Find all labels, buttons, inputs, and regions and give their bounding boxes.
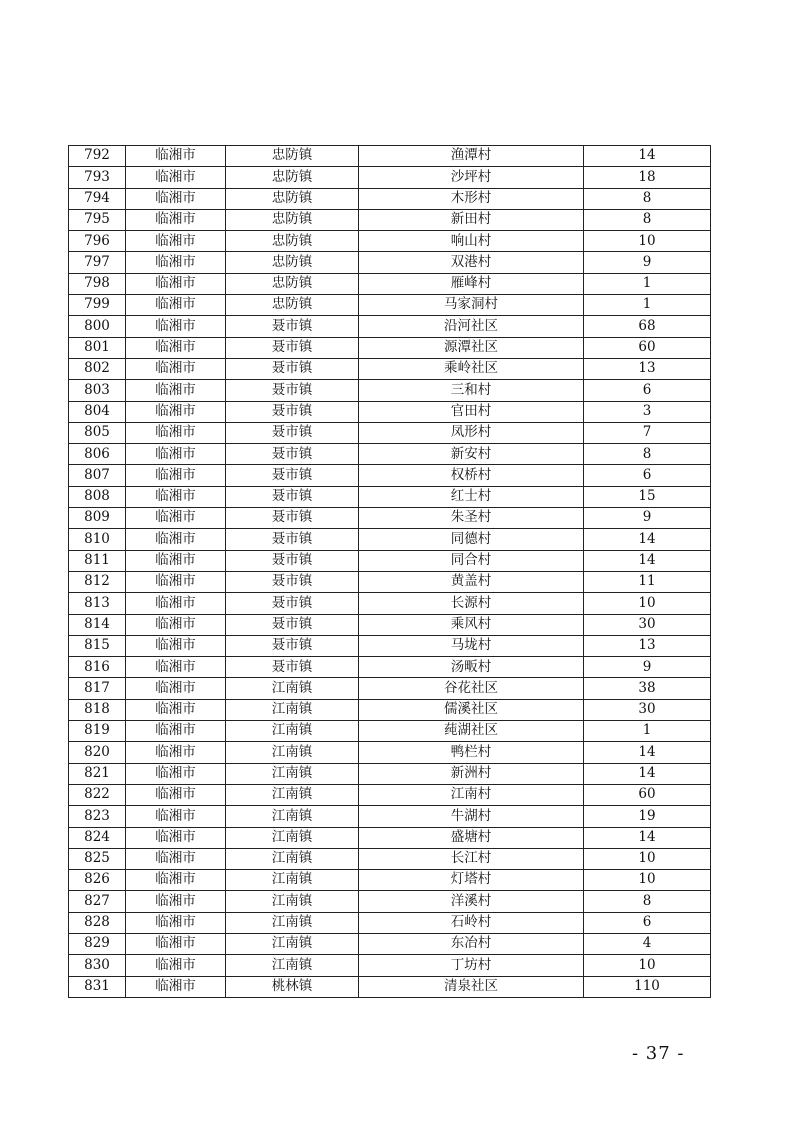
village-cell: 丁坊村 xyxy=(359,955,584,976)
row-number-cell: 819 xyxy=(69,721,126,742)
data-table xyxy=(68,145,711,998)
row-number-cell: 818 xyxy=(69,699,126,720)
village-cell: 凤形村 xyxy=(359,422,584,443)
row-number-cell: 821 xyxy=(69,763,126,784)
table-row xyxy=(69,614,711,635)
town-cell: 江南镇 xyxy=(226,848,359,869)
row-number-cell: 799 xyxy=(69,295,126,316)
count-cell: 30 xyxy=(584,699,711,720)
table-row xyxy=(69,742,711,763)
town-cell: 聂市镇 xyxy=(226,401,359,422)
row-number-cell: 813 xyxy=(69,593,126,614)
table-row xyxy=(69,784,711,805)
count-cell: 13 xyxy=(584,358,711,379)
count-cell: 10 xyxy=(584,231,711,252)
row-number-cell: 829 xyxy=(69,933,126,954)
city-cell: 临湘市 xyxy=(126,571,226,592)
village-cell: 长江村 xyxy=(359,848,584,869)
village-cell: 鸭栏村 xyxy=(359,742,584,763)
town-cell: 江南镇 xyxy=(226,763,359,784)
table-row xyxy=(69,870,711,891)
row-number-cell: 792 xyxy=(69,146,126,167)
village-cell: 三和村 xyxy=(359,380,584,401)
village-cell: 沿河社区 xyxy=(359,316,584,337)
village-cell: 朱圣村 xyxy=(359,508,584,529)
count-cell: 9 xyxy=(584,252,711,273)
city-cell: 临湘市 xyxy=(126,806,226,827)
city-cell: 临湘市 xyxy=(126,146,226,167)
village-cell: 新洲村 xyxy=(359,763,584,784)
count-cell: 10 xyxy=(584,593,711,614)
town-cell: 江南镇 xyxy=(226,870,359,891)
town-cell: 江南镇 xyxy=(226,806,359,827)
town-cell: 聂市镇 xyxy=(226,380,359,401)
village-cell: 双港村 xyxy=(359,252,584,273)
table-row xyxy=(69,295,711,316)
town-cell: 聂市镇 xyxy=(226,486,359,507)
village-cell: 灯塔村 xyxy=(359,870,584,891)
village-cell: 莼湖社区 xyxy=(359,721,584,742)
city-cell: 临湘市 xyxy=(126,401,226,422)
town-cell: 江南镇 xyxy=(226,912,359,933)
row-number-cell: 798 xyxy=(69,273,126,294)
town-cell: 聂市镇 xyxy=(226,635,359,656)
row-number-cell: 825 xyxy=(69,848,126,869)
row-number-cell: 800 xyxy=(69,316,126,337)
row-number-cell: 812 xyxy=(69,571,126,592)
row-number-cell: 815 xyxy=(69,635,126,656)
count-cell: 6 xyxy=(584,380,711,401)
row-number-cell: 811 xyxy=(69,550,126,571)
city-cell: 临湘市 xyxy=(126,678,226,699)
city-cell: 临湘市 xyxy=(126,252,226,273)
count-cell: 14 xyxy=(584,146,711,167)
count-cell: 9 xyxy=(584,508,711,529)
count-cell: 10 xyxy=(584,955,711,976)
city-cell: 临湘市 xyxy=(126,188,226,209)
count-cell: 14 xyxy=(584,550,711,571)
town-cell: 聂市镇 xyxy=(226,358,359,379)
count-cell: 3 xyxy=(584,401,711,422)
table-row xyxy=(69,699,711,720)
count-cell: 8 xyxy=(584,444,711,465)
table-row xyxy=(69,891,711,912)
town-cell: 聂市镇 xyxy=(226,465,359,486)
table-row xyxy=(69,508,711,529)
row-number-cell: 806 xyxy=(69,444,126,465)
table-row xyxy=(69,465,711,486)
row-number-cell: 822 xyxy=(69,784,126,805)
town-cell: 聂市镇 xyxy=(226,508,359,529)
city-cell: 临湘市 xyxy=(126,550,226,571)
count-cell: 19 xyxy=(584,806,711,827)
town-cell: 聂市镇 xyxy=(226,422,359,443)
town-cell: 忠防镇 xyxy=(226,146,359,167)
village-cell: 源潭社区 xyxy=(359,337,584,358)
village-cell: 汤畈村 xyxy=(359,657,584,678)
table-row xyxy=(69,337,711,358)
town-cell: 忠防镇 xyxy=(226,295,359,316)
town-cell: 聂市镇 xyxy=(226,550,359,571)
row-number-cell: 802 xyxy=(69,358,126,379)
city-cell: 临湘市 xyxy=(126,295,226,316)
city-cell: 临湘市 xyxy=(126,635,226,656)
count-cell: 1 xyxy=(584,273,711,294)
city-cell: 临湘市 xyxy=(126,891,226,912)
table-row xyxy=(69,933,711,954)
town-cell: 聂市镇 xyxy=(226,614,359,635)
table-row xyxy=(69,358,711,379)
city-cell: 临湘市 xyxy=(126,657,226,678)
city-cell: 临湘市 xyxy=(126,167,226,188)
count-cell: 10 xyxy=(584,870,711,891)
town-cell: 聂市镇 xyxy=(226,316,359,337)
row-number-cell: 828 xyxy=(69,912,126,933)
row-number-cell: 830 xyxy=(69,955,126,976)
town-cell: 聂市镇 xyxy=(226,593,359,614)
table-row xyxy=(69,635,711,656)
village-cell: 红士村 xyxy=(359,486,584,507)
row-number-cell: 827 xyxy=(69,891,126,912)
table-row xyxy=(69,167,711,188)
city-cell: 临湘市 xyxy=(126,933,226,954)
village-cell: 新田村 xyxy=(359,209,584,230)
count-cell: 1 xyxy=(584,295,711,316)
table-row xyxy=(69,912,711,933)
count-cell: 110 xyxy=(584,976,711,997)
count-cell: 1 xyxy=(584,721,711,742)
table-row xyxy=(69,571,711,592)
village-cell: 江南村 xyxy=(359,784,584,805)
city-cell: 临湘市 xyxy=(126,231,226,252)
count-cell: 4 xyxy=(584,933,711,954)
village-cell: 乘风村 xyxy=(359,614,584,635)
row-number-cell: 805 xyxy=(69,422,126,443)
count-cell: 14 xyxy=(584,763,711,784)
table-row xyxy=(69,550,711,571)
town-cell: 聂市镇 xyxy=(226,529,359,550)
village-cell: 马垅村 xyxy=(359,635,584,656)
city-cell: 临湘市 xyxy=(126,699,226,720)
row-number-cell: 826 xyxy=(69,870,126,891)
town-cell: 聂市镇 xyxy=(226,444,359,465)
row-number-cell: 796 xyxy=(69,231,126,252)
town-cell: 忠防镇 xyxy=(226,209,359,230)
count-cell: 60 xyxy=(584,784,711,805)
table-row xyxy=(69,848,711,869)
village-cell: 黄盖村 xyxy=(359,571,584,592)
town-cell: 江南镇 xyxy=(226,784,359,805)
village-cell: 响山村 xyxy=(359,231,584,252)
town-cell: 忠防镇 xyxy=(226,231,359,252)
city-cell: 临湘市 xyxy=(126,422,226,443)
city-cell: 临湘市 xyxy=(126,209,226,230)
town-cell: 江南镇 xyxy=(226,699,359,720)
village-cell: 官田村 xyxy=(359,401,584,422)
town-cell: 江南镇 xyxy=(226,678,359,699)
town-cell: 聂市镇 xyxy=(226,571,359,592)
row-number-cell: 793 xyxy=(69,167,126,188)
row-number-cell: 816 xyxy=(69,657,126,678)
row-number-cell: 809 xyxy=(69,508,126,529)
village-cell: 同合村 xyxy=(359,550,584,571)
table-row xyxy=(69,231,711,252)
town-cell: 江南镇 xyxy=(226,955,359,976)
row-number-cell: 808 xyxy=(69,486,126,507)
table-row xyxy=(69,827,711,848)
town-cell: 江南镇 xyxy=(226,891,359,912)
city-cell: 临湘市 xyxy=(126,593,226,614)
city-cell: 临湘市 xyxy=(126,721,226,742)
row-number-cell: 823 xyxy=(69,806,126,827)
table-row xyxy=(69,529,711,550)
village-cell: 沙坪村 xyxy=(359,167,584,188)
count-cell: 38 xyxy=(584,678,711,699)
town-cell: 忠防镇 xyxy=(226,188,359,209)
count-cell: 18 xyxy=(584,167,711,188)
count-cell: 6 xyxy=(584,465,711,486)
table-row xyxy=(69,380,711,401)
count-cell: 8 xyxy=(584,188,711,209)
table-row xyxy=(69,976,711,997)
city-cell: 临湘市 xyxy=(126,380,226,401)
row-number-cell: 795 xyxy=(69,209,126,230)
table-row xyxy=(69,657,711,678)
village-cell: 同德村 xyxy=(359,529,584,550)
village-cell: 长源村 xyxy=(359,593,584,614)
city-cell: 临湘市 xyxy=(126,955,226,976)
city-cell: 临湘市 xyxy=(126,784,226,805)
village-cell: 盛塘村 xyxy=(359,827,584,848)
city-cell: 临湘市 xyxy=(126,486,226,507)
row-number-cell: 801 xyxy=(69,337,126,358)
count-cell: 8 xyxy=(584,891,711,912)
row-number-cell: 824 xyxy=(69,827,126,848)
table-row xyxy=(69,252,711,273)
count-cell: 6 xyxy=(584,912,711,933)
village-cell: 儒溪社区 xyxy=(359,699,584,720)
row-number-cell: 797 xyxy=(69,252,126,273)
village-cell: 清泉社区 xyxy=(359,976,584,997)
row-number-cell: 817 xyxy=(69,678,126,699)
row-number-cell: 810 xyxy=(69,529,126,550)
city-cell: 临湘市 xyxy=(126,444,226,465)
row-number-cell: 820 xyxy=(69,742,126,763)
row-number-cell: 794 xyxy=(69,188,126,209)
city-cell: 临湘市 xyxy=(126,529,226,550)
table-row xyxy=(69,209,711,230)
table-row xyxy=(69,146,711,167)
row-number-cell: 804 xyxy=(69,401,126,422)
town-cell: 江南镇 xyxy=(226,742,359,763)
city-cell: 临湘市 xyxy=(126,316,226,337)
town-cell: 忠防镇 xyxy=(226,273,359,294)
village-cell: 渔潭村 xyxy=(359,146,584,167)
village-cell: 新安村 xyxy=(359,444,584,465)
city-cell: 临湘市 xyxy=(126,912,226,933)
table-row xyxy=(69,486,711,507)
village-cell: 谷花社区 xyxy=(359,678,584,699)
city-cell: 临湘市 xyxy=(126,337,226,358)
count-cell: 15 xyxy=(584,486,711,507)
village-cell: 雁峰村 xyxy=(359,273,584,294)
city-cell: 临湘市 xyxy=(126,508,226,529)
table-row xyxy=(69,721,711,742)
table-row xyxy=(69,763,711,784)
table-row xyxy=(69,444,711,465)
city-cell: 临湘市 xyxy=(126,358,226,379)
table-row xyxy=(69,401,711,422)
count-cell: 9 xyxy=(584,657,711,678)
city-cell: 临湘市 xyxy=(126,870,226,891)
row-number-cell: 803 xyxy=(69,380,126,401)
table-row xyxy=(69,678,711,699)
page-number: - 37 - xyxy=(632,1043,685,1064)
row-number-cell: 814 xyxy=(69,614,126,635)
count-cell: 30 xyxy=(584,614,711,635)
count-cell: 68 xyxy=(584,316,711,337)
row-number-cell: 807 xyxy=(69,465,126,486)
count-cell: 14 xyxy=(584,742,711,763)
count-cell: 8 xyxy=(584,209,711,230)
town-cell: 江南镇 xyxy=(226,721,359,742)
village-cell: 马家洞村 xyxy=(359,295,584,316)
city-cell: 临湘市 xyxy=(126,465,226,486)
village-cell: 乘岭社区 xyxy=(359,358,584,379)
row-number-cell: 831 xyxy=(69,976,126,997)
city-cell: 临湘市 xyxy=(126,273,226,294)
table-row xyxy=(69,188,711,209)
count-cell: 11 xyxy=(584,571,711,592)
table-row xyxy=(69,422,711,443)
city-cell: 临湘市 xyxy=(126,976,226,997)
town-cell: 聂市镇 xyxy=(226,657,359,678)
count-cell: 10 xyxy=(584,848,711,869)
table-row xyxy=(69,273,711,294)
count-cell: 13 xyxy=(584,635,711,656)
table-row xyxy=(69,593,711,614)
village-cell: 木形村 xyxy=(359,188,584,209)
town-cell: 忠防镇 xyxy=(226,167,359,188)
count-cell: 14 xyxy=(584,827,711,848)
count-cell: 7 xyxy=(584,422,711,443)
city-cell: 临湘市 xyxy=(126,742,226,763)
village-cell: 权桥村 xyxy=(359,465,584,486)
city-cell: 临湘市 xyxy=(126,763,226,784)
village-cell: 牛湖村 xyxy=(359,806,584,827)
city-cell: 临湘市 xyxy=(126,614,226,635)
village-cell: 东冶村 xyxy=(359,933,584,954)
town-cell: 聂市镇 xyxy=(226,337,359,358)
town-cell: 忠防镇 xyxy=(226,252,359,273)
table-row xyxy=(69,955,711,976)
count-cell: 60 xyxy=(584,337,711,358)
table-row xyxy=(69,806,711,827)
village-cell: 洋溪村 xyxy=(359,891,584,912)
city-cell: 临湘市 xyxy=(126,827,226,848)
town-cell: 江南镇 xyxy=(226,827,359,848)
count-cell: 14 xyxy=(584,529,711,550)
town-cell: 江南镇 xyxy=(226,933,359,954)
table-row xyxy=(69,316,711,337)
city-cell: 临湘市 xyxy=(126,848,226,869)
town-cell: 桃林镇 xyxy=(226,976,359,997)
village-cell: 石岭村 xyxy=(359,912,584,933)
table-body xyxy=(69,146,711,998)
